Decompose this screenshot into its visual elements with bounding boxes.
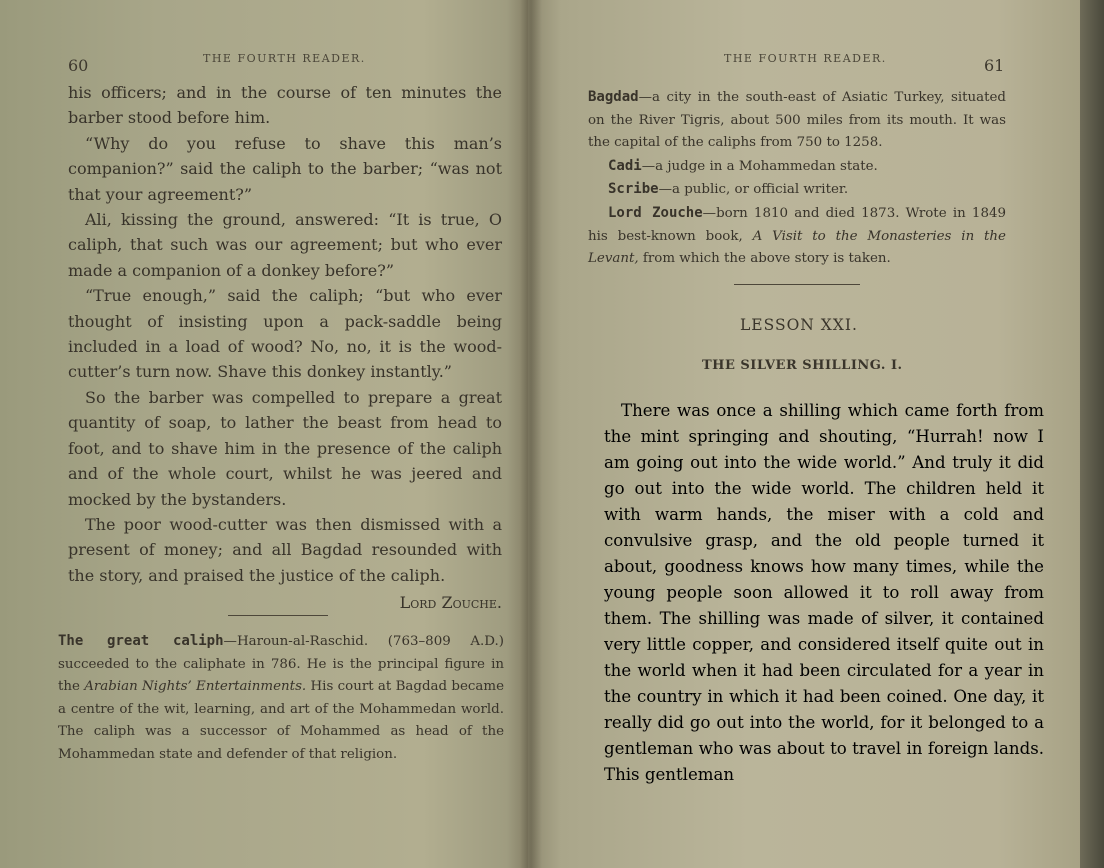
page-number-right: 61 bbox=[984, 56, 1005, 75]
note-italic-title: Arabian Nights’ Entertainments. bbox=[84, 679, 307, 695]
paragraph: Ali, kissing the ground, answered: “It is true, O caliph, that such was our agreement; but who ever made a companion of a donkey before?” bbox=[68, 210, 502, 280]
running-head-right: THE FOURTH READER. bbox=[724, 52, 887, 65]
story-title: THE SILVER SHILLING. I. bbox=[702, 358, 903, 373]
running-head-left: THE FOURTH READER. bbox=[203, 52, 366, 65]
note-term: Bagdad bbox=[588, 89, 639, 105]
paragraph: There was once a shilling which came forth from the mint springing and shouting, “Hurrah! now I am going out into the wide world.” And truly it did go out into the wide world. The children held it with warm hands, the miser with a cold and convulsive grasp, and the old people turned it about, goodness knows how many times, while the young people soon allowed it to roll away from them. The shilling was made of silver, it contained very little copper, and considered itself quite out in the world when it had been circulated for a year in the country in which it had been coined. One day, it really did go out into the world, for it belonged to a gentleman who was about to travel in foreign lands. This gentleman bbox=[604, 401, 1044, 784]
note-term: Cadi bbox=[608, 157, 642, 174]
note-text: from which the above story is taken. bbox=[638, 251, 891, 267]
paragraph: “Why do you refuse to shave this man’s companion?” said the caliph to the barber; “was not that your agreement?” bbox=[68, 133, 502, 204]
note-text: —a judge in a Mohammedan state. bbox=[641, 158, 878, 174]
note-text: —Haroun-al-Raschid. (763–809 A.D.) succeeded to the caliphate in 786. He is the principal figure in the bbox=[58, 634, 504, 695]
caliph-note bbox=[58, 630, 504, 767]
paragraph: “True enough,” said the caliph; “but who ever thought of insisting upon a pack-saddle being included in a load of wood? No, no, it is the wood-cutter’s turn now. Shave this donkey instantly.” bbox=[68, 286, 502, 382]
book-gutter bbox=[520, 0, 542, 868]
note-italic-title: A Visit to the Monasteries in the Levant, bbox=[588, 228, 1006, 267]
note-text: —a city in the south-east of Asiatic Turkey, situated on the River Tigris, about 500 miles from its mouth. It was the capital of the caliphs from 750 to 1258. bbox=[588, 90, 1006, 151]
note-text: —born 1810 and died 1873. Wrote in 1849 his best-known book, bbox=[588, 205, 1007, 244]
story-body bbox=[604, 398, 1044, 788]
note-term: Lord Zouche bbox=[608, 204, 703, 221]
note-term: The great caliph bbox=[58, 633, 224, 649]
glossary-notes bbox=[588, 86, 1006, 271]
author-signature: Lord Zouche. bbox=[399, 593, 502, 613]
lesson-heading: LESSON XXI. bbox=[740, 316, 858, 334]
left-page bbox=[0, 0, 528, 868]
paragraph: his officers; and in the course of ten minutes the barber stood before him. bbox=[68, 83, 502, 128]
note-text: —a public, or official writer. bbox=[658, 182, 849, 198]
section-divider bbox=[228, 615, 328, 616]
page-number-left: 60 bbox=[68, 56, 89, 75]
page-edge bbox=[1080, 0, 1104, 868]
section-divider bbox=[734, 284, 860, 285]
note-text: His court at Bagdad became a centre of the wit, learning, and art of the Mohammedan world. The caliph was a successor of Mohammed as head of the Mohammedan state and defender of that religion. bbox=[58, 679, 504, 762]
paragraph: So the barber was compelled to prepare a great quantity of soap, to lather the beast from head to foot, and to shave him in the presence of the caliph and of the whole court, whilst he was jeered and mocked by the bystanders. bbox=[68, 387, 502, 509]
note-term: Scribe bbox=[608, 181, 659, 198]
story-continuation bbox=[68, 80, 502, 616]
paragraph: The poor wood-cutter was then dismissed with a present of money; and all Bagdad resounded with the story, and praised the justice of the caliph. bbox=[68, 514, 502, 585]
